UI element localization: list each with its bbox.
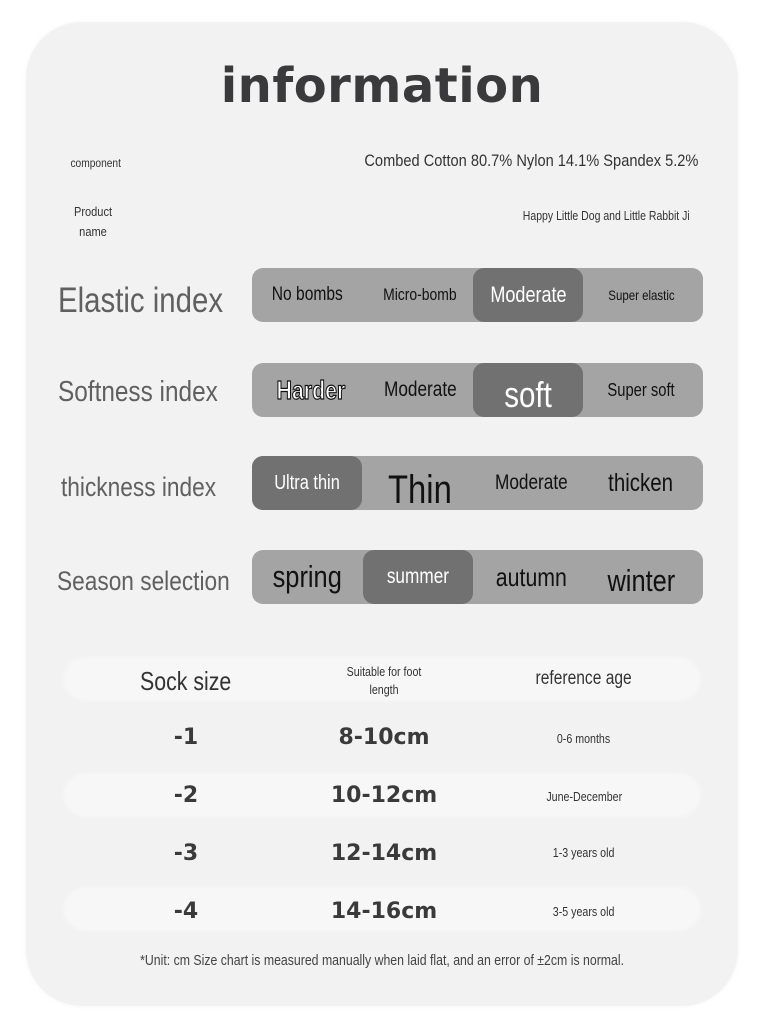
- size-note: *Unit: cm Size chart is measured manually when laid flat, and an error of ±2cm is normal.: [140, 952, 624, 969]
- page-title: information: [220, 58, 544, 114]
- header-reference-age: reference age: [535, 668, 633, 689]
- season-option-summer[interactable]: summer: [363, 550, 473, 604]
- component-label: component: [70, 156, 122, 170]
- table-row-4-size: -4: [173, 899, 199, 924]
- header-sock-size: Sock size: [140, 666, 232, 696]
- table-row-2-foot: 10-12cm: [330, 783, 438, 808]
- table-row-2-size: -2: [173, 783, 199, 808]
- product-name-label: Product name: [73, 204, 113, 239]
- season-selection-label: Season selection: [57, 566, 230, 596]
- table-row-1-size: -1: [173, 725, 199, 750]
- softness-index-bar: [252, 363, 703, 417]
- product-name-value: Happy Little Dog and Little Rabbit Ji: [523, 209, 690, 223]
- season-option-spring[interactable]: spring: [272, 559, 342, 594]
- season-option-autumn[interactable]: autumn: [495, 561, 567, 592]
- elastic-option-super-elastic[interactable]: Super elastic: [607, 287, 675, 303]
- softness-option-soft[interactable]: soft: [473, 363, 583, 417]
- thickness-option-moderate[interactable]: Moderate: [494, 471, 568, 494]
- table-row-2-age: June-December: [546, 789, 622, 804]
- table-row-1-foot: 8-10cm: [338, 725, 430, 750]
- softness-option-moderate[interactable]: Moderate: [383, 378, 457, 401]
- thickness-index-bar: [252, 456, 703, 510]
- thickness-index-label: thickness index: [61, 472, 217, 502]
- table-row-3-size: -3: [173, 841, 199, 866]
- thickness-option-ultra-thin[interactable]: Ultra thin: [252, 456, 362, 510]
- thickness-option-thin[interactable]: Thin: [388, 467, 452, 512]
- elastic-index-label: Elastic index: [58, 281, 224, 320]
- table-row-1-age: 0-6 months: [557, 731, 611, 746]
- softness-index-label: Softness index: [58, 376, 218, 408]
- thickness-option-thicken[interactable]: thicken: [608, 468, 674, 497]
- component-value: Combed Cotton 80.7% Nylon 14.1% Spandex 5.2%: [363, 151, 698, 170]
- header-foot-length: Suitable for foot length: [346, 664, 422, 697]
- table-row-4-age: 3-5 years old: [553, 904, 615, 919]
- season-option-winter[interactable]: winter: [607, 563, 675, 598]
- softness-option-harder[interactable]: Harder: [276, 374, 346, 405]
- table-row-3-age: 1-3 years old: [553, 845, 615, 860]
- season-selection-bar: [252, 550, 703, 604]
- elastic-option-no-bombs[interactable]: No bombs: [271, 284, 343, 305]
- softness-option-super-soft[interactable]: Super soft: [607, 379, 675, 400]
- table-row-3-foot: 12-14cm: [330, 841, 438, 866]
- elastic-option-micro-bomb[interactable]: Micro-bomb: [383, 285, 457, 304]
- table-row-4-foot: 14-16cm: [330, 899, 438, 924]
- elastic-option-moderate[interactable]: Moderate: [473, 268, 583, 322]
- elastic-index-bar: [252, 268, 703, 322]
